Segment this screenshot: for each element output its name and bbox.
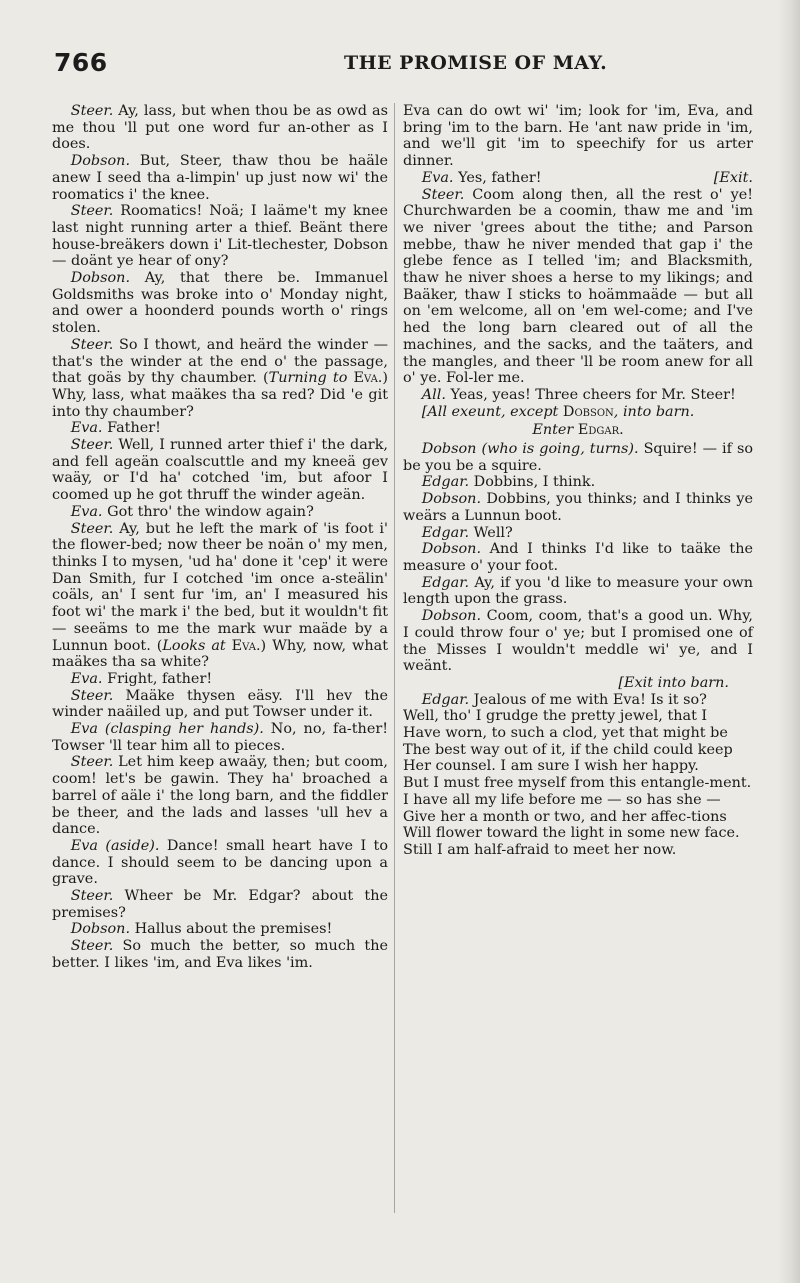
speech-paragraph: Dobson. And I thinks I'd like to taäke the measure o' your foot.	[403, 541, 753, 574]
verse-line: But I must free myself from this entangle-ment.	[403, 775, 752, 792]
speech-paragraph: Eva. Yes, father! [Exit.	[421, 169, 753, 186]
stage-direction-enter: Enter Edgar.	[532, 422, 624, 439]
verse-line: The best way out of it, if the child could keep	[403, 741, 733, 758]
speech-paragraph: Steer. Coom along then, all the rest o' ye! Churchwarden be a coomin, thaw me and 'im we niver 'grees about the tithe; and Parson mebbe, thaw he niver mended that gap i' the glebe fence as I telled 'im; and Blacksmith, thaw he niver shoes a herse to my likings; and Baäker, thaw I sticks to hoämmaäde — but all on 'em welcome, all on 'em wel-come; and I've hed the long barn cleared out of all the machines, and the sacks, and the taäters, and the mangles, and theer 'll be room anew for all o' ye. Fol-ler me.	[403, 186, 753, 387]
speech-paragraph: Dobson (who is going, turns). Squire! — if so be you be a squire.	[403, 441, 754, 474]
exit-direction: [Exit.	[713, 169, 753, 186]
speech-paragraph: Steer. Let him keep awaäy, then; but coom, coom! let's be gawin. They ha' broached a barrel of aäle i' the long barn, and the fiddler be theer, and the lads and lasses 'ull hev a dance.	[52, 754, 388, 838]
speech-paragraph: Eva (aside). Dance! small heart have I to dance. I should seem to be dancing upon a grave.	[52, 837, 388, 888]
verse-line: Her counsel. I am sure I wish her happy.	[403, 758, 699, 775]
speech-paragraph: Steer. Ay, but he left the mark of 'is foot i' the flower-bed; now theer be noän o' my men, thinks I to mysen, 'ud ha' done it 'cep' it were Dan Smith, fur I cotched 'im once a-steälin' coäls, an' I sent fur 'im, an' I measured his foot wi' the mark i' the bed, but it wouldn't fit — seeäms to me the mark wur maäde by a Lunnun boot. (Looks at Eva.) Why, now, what maäkes tha sa white?	[52, 520, 388, 671]
speech-paragraph: All. Yeas, yeas! Three cheers for Mr. Steer!	[421, 386, 736, 403]
stage-direction-exit: [Exit into barn.	[618, 674, 729, 691]
speech-paragraph: Steer. Ay, lass, but when thou be as owd as me thou 'll put one word fur an-other as I does.	[52, 103, 388, 153]
speech-paragraph: Dobson. Hallus about the premises!	[70, 921, 333, 938]
speech-paragraph: Steer. Well, I runned arter thief i' the dark, and fell ageän coalscuttle and my kneeä gev waäy, or I'd ha' cotched 'im, but afoor I coomed up he got thruff the winder ageän.	[52, 437, 388, 504]
speech-paragraph: Dobson. Coom, coom, that's a good un. Why, I could throw four o' ye; but I promised one of the Misses I wouldn't meddle wi' ye, and I weänt.	[403, 608, 753, 675]
speech-paragraph: Eva. Father!	[70, 420, 161, 437]
speech-paragraph: Steer. So I thowt, and heärd the winder — that's the winder at the end o' the passage, that goäs by thy chaumber. (Turning to Eva.) Why, lass, what maäkes tha sa red? Did 'e git into thy chaumber?	[52, 336, 389, 420]
verse-line: I have all my life before me — so has she —	[403, 791, 721, 808]
speech-paragraph: Steer. Roomatics! Noä; I laäme't my knee last night running arter a thief. Beänt there house-breäkers down i' Lit-tlechester, Dobson — doänt ye hear of ony?	[52, 203, 388, 270]
speech-paragraph: Edgar. Well?	[421, 524, 513, 541]
left-column	[52, 103, 388, 972]
column-divider	[394, 103, 395, 1213]
speech-paragraph: Steer. Maäke thysen eäsy. I'll hev the winder naäiled up, and put Towser under it.	[52, 687, 388, 721]
page-header	[54, 48, 754, 82]
speech-paragraph: Dobson. Dobbins, you thinks; and I thinks ye weärs a Lunnun boot.	[403, 491, 753, 524]
verse-line: Have worn, to such a clod, yet that might be	[403, 725, 728, 742]
speech-paragraph: Edgar. Ay, if you 'd like to measure your own length upon the grass.	[403, 574, 753, 608]
right-column	[403, 103, 753, 859]
stage-direction-exeunt: [All exeunt, except Dobson, into barn.	[421, 403, 695, 420]
verse-line: Still I am half-afraid to meet her now.	[403, 841, 677, 858]
running-title: THE PROMISE OF MAY.	[344, 52, 608, 74]
speech-paragraph: Dobson. Ay, that there be. Immanuel Goldsmiths was broke into o' Monday night, and ower a hoonderd pounds worth o' rings stolen.	[52, 270, 388, 337]
speech-paragraph: Eva (clasping her hands). No, no, fa-ther! Towser 'll tear him all to pieces.	[52, 721, 389, 754]
speech-paragraph: Steer. Wheer be Mr. Edgar? about the premises?	[52, 888, 388, 921]
speech-paragraph: Eva. Fright, father!	[70, 670, 213, 687]
speech-paragraph: Edgar. Dobbins, I think.	[421, 474, 596, 491]
speech-paragraph: Steer. So much the better, so much the better. I likes 'im, and Eva likes 'im.	[52, 938, 388, 971]
speech-paragraph: Eva. Got thro' the window again?	[70, 503, 314, 520]
speech-paragraph: Dobson. But, Steer, thaw thou be haäle anew I seed tha a-limpin' up just now wi' the roomatics i' the knee.	[52, 153, 388, 203]
verse-line: Well, tho' I grudge the pretty jewel, that I	[403, 708, 708, 725]
verse-line: Will flower toward the light in some new face.	[403, 825, 740, 842]
page-number: 766	[54, 48, 108, 77]
verse-speech: Edgar. Jealous of me with Eva! Is it so?	[421, 691, 707, 708]
page-edge-shadow	[778, 0, 800, 1283]
speech-continuation: Eva can do owt wi' 'im; look for 'im, Eva, and bring 'im to the barn. He 'ant naw pride in 'im, and we'll git 'im to speechify for us arter dinner.	[403, 103, 753, 170]
verse-line: Give her a month or two, and her affec-tions	[403, 808, 727, 825]
